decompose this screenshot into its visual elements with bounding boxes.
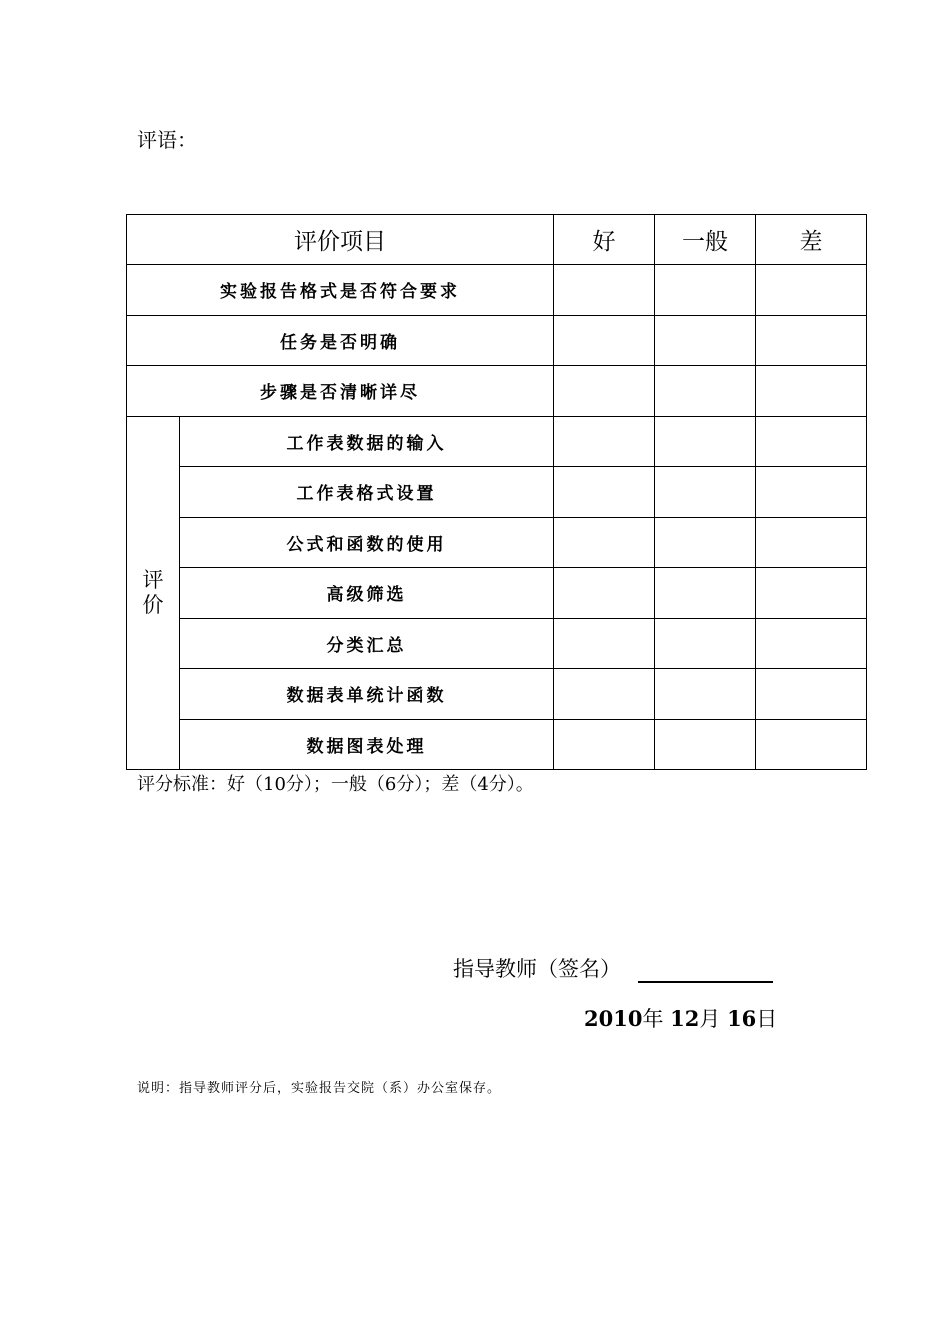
evaluation-table <box>126 214 867 770</box>
cell-average[interactable] <box>655 416 756 467</box>
table-row <box>127 366 867 417</box>
cell-average[interactable] <box>655 568 756 619</box>
signature-label: 指导教师（签名） <box>453 957 621 981</box>
cell-good[interactable] <box>554 265 655 316</box>
cell-poor[interactable] <box>756 618 867 669</box>
cell-poor[interactable] <box>756 366 867 417</box>
side-label <box>127 416 180 770</box>
row-label: 公式和函数的使用 <box>180 517 554 568</box>
header-average: 一般 <box>655 215 756 265</box>
cell-poor[interactable] <box>756 265 867 316</box>
date-year: 2010 <box>584 1006 643 1031</box>
date-year-unit: 年 <box>642 1007 664 1031</box>
cell-poor[interactable] <box>756 416 867 467</box>
cell-good[interactable] <box>554 719 655 770</box>
row-label: 高级筛选 <box>180 568 554 619</box>
row-label: 工作表格式设置 <box>180 467 554 518</box>
table-row <box>127 719 867 770</box>
table-row <box>127 416 867 467</box>
cell-good[interactable] <box>554 366 655 417</box>
cell-poor[interactable] <box>756 719 867 770</box>
table-row <box>127 568 867 619</box>
date-month-unit: 月 <box>699 1007 721 1031</box>
table-row <box>127 467 867 518</box>
header-poor: 差 <box>756 215 867 265</box>
row-label: 步骤是否清晰详尽 <box>127 366 554 417</box>
cell-average[interactable] <box>655 669 756 720</box>
cell-good[interactable] <box>554 416 655 467</box>
row-label: 数据表单统计函数 <box>180 669 554 720</box>
comment-label: 评语： <box>137 128 197 152</box>
side-label-char-2: 价 <box>142 592 164 617</box>
date-day-unit: 日 <box>756 1007 778 1031</box>
scoring-standard: 评分标准：好（10分）；一般（6分）；差（4分）。 <box>137 774 534 795</box>
table-row <box>127 265 867 316</box>
cell-poor[interactable] <box>756 467 867 518</box>
date <box>584 1003 777 1033</box>
footnote: 说明：指导教师评分后，实验报告交院（系）办公室保存。 <box>137 1081 502 1096</box>
cell-poor[interactable] <box>756 568 867 619</box>
cell-average[interactable] <box>655 366 756 417</box>
header-item: 评价项目 <box>127 215 554 265</box>
table-row <box>127 517 867 568</box>
cell-good[interactable] <box>554 669 655 720</box>
table-header-row <box>127 215 867 265</box>
cell-poor[interactable] <box>756 517 867 568</box>
row-label: 任务是否明确 <box>127 315 554 366</box>
cell-good[interactable] <box>554 467 655 518</box>
side-label-char-1: 评 <box>142 567 164 592</box>
cell-poor[interactable] <box>756 669 867 720</box>
signature-line[interactable] <box>638 981 773 983</box>
cell-good[interactable] <box>554 315 655 366</box>
table-row <box>127 618 867 669</box>
cell-good[interactable] <box>554 517 655 568</box>
date-day: 16 <box>727 1006 757 1031</box>
cell-average[interactable] <box>655 719 756 770</box>
cell-average[interactable] <box>655 618 756 669</box>
row-label: 工作表数据的输入 <box>180 416 554 467</box>
cell-poor[interactable] <box>756 315 867 366</box>
cell-average[interactable] <box>655 265 756 316</box>
cell-average[interactable] <box>655 315 756 366</box>
row-label: 分类汇总 <box>180 618 554 669</box>
table-row <box>127 315 867 366</box>
header-good: 好 <box>554 215 655 265</box>
cell-good[interactable] <box>554 618 655 669</box>
row-label: 数据图表处理 <box>180 719 554 770</box>
cell-average[interactable] <box>655 467 756 518</box>
cell-good[interactable] <box>554 568 655 619</box>
row-label: 实验报告格式是否符合要求 <box>127 265 554 316</box>
cell-average[interactable] <box>655 517 756 568</box>
table-row <box>127 669 867 720</box>
date-month: 12 <box>670 1006 700 1031</box>
